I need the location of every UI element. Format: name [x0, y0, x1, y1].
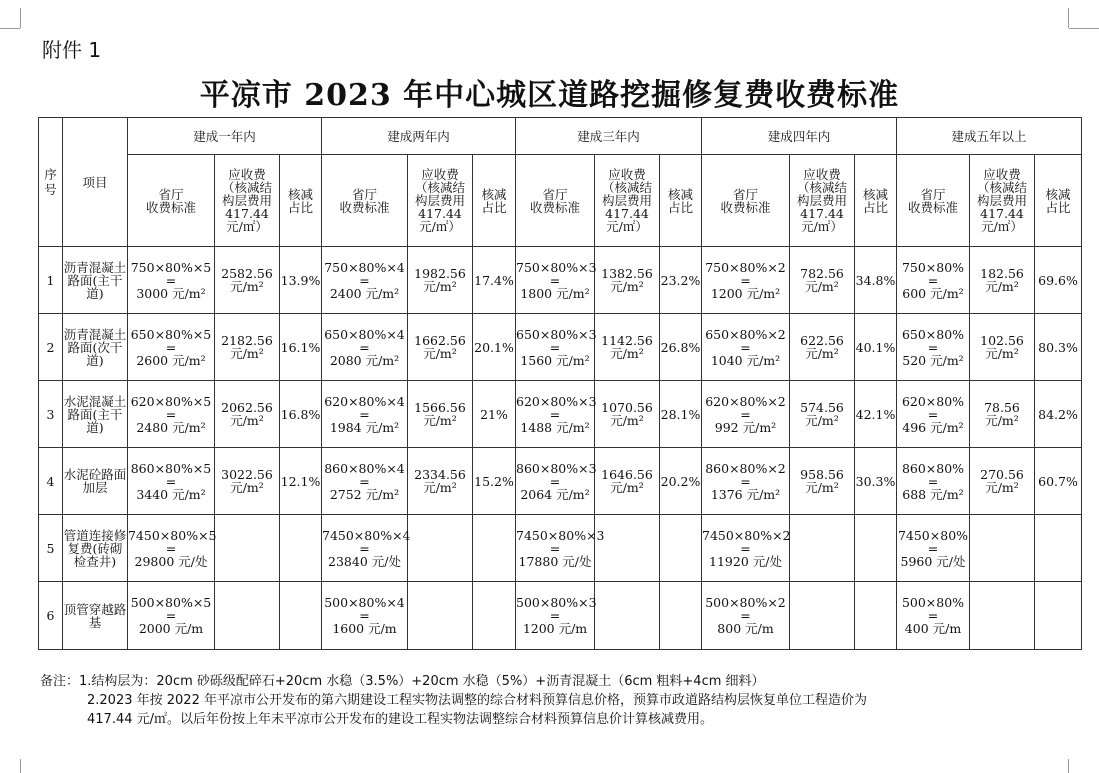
header-period: 建成两年内 [322, 118, 516, 155]
row-item: 水泥混凝土路面(主干道) [63, 381, 128, 448]
header-ratio: 核减 占比 [1035, 155, 1082, 247]
cell-reduction-ratio [660, 515, 702, 582]
cell-reduction-ratio: 26.8% [660, 314, 702, 381]
cell-reduction-ratio: 13.9% [280, 247, 322, 314]
cell-reduction-ratio [1035, 515, 1082, 582]
cell-reduction-ratio: 69.6% [1035, 247, 1082, 314]
row-item: 水泥砼路面加层 [63, 448, 128, 515]
cell-reduction-ratio [280, 515, 322, 582]
cell-standard-fee: 620×80%×5 = 2480 元/m² [128, 381, 215, 448]
cell-standard-fee: 7450×80% = 5960 元/处 [897, 515, 970, 582]
header-item: 项目 [63, 118, 128, 247]
cell-standard-fee: 620×80%×3 = 1488 元/m² [516, 381, 595, 448]
cell-reduction-ratio: 23.2% [660, 247, 702, 314]
header-seq: 序号 [39, 118, 63, 247]
cell-reduction-ratio: 40.1% [855, 314, 897, 381]
cell-reduction-ratio [855, 515, 897, 582]
row-number: 2 [39, 314, 63, 381]
cell-reduction-ratio: 60.7% [1035, 448, 1082, 515]
cell-due-fee: 102.56 元/m² [970, 314, 1035, 381]
cell-reduction-ratio: 15.2% [473, 448, 516, 515]
cell-due-fee [408, 582, 473, 650]
cell-reduction-ratio [473, 515, 516, 582]
cell-reduction-ratio: 16.1% [280, 314, 322, 381]
cell-reduction-ratio: 21% [473, 381, 516, 448]
cell-due-fee: 958.56 元/m² [790, 448, 855, 515]
table-row [39, 381, 1082, 448]
table-row [39, 247, 1082, 314]
table-row [39, 314, 1082, 381]
crop-mark [1068, 8, 1069, 28]
cell-due-fee [790, 515, 855, 582]
header-std: 省厅 收费标准 [897, 155, 970, 247]
cell-standard-fee: 750×80%×5 = 3000 元/m² [128, 247, 215, 314]
table-row [39, 515, 1082, 582]
cell-standard-fee: 860×80%×3 = 2064 元/m² [516, 448, 595, 515]
crop-mark [1069, 28, 1099, 29]
header-due: 应收费 （核减结 构层费用 417.44 元/㎡） [408, 155, 473, 247]
cell-due-fee: 2182.56 元/m² [215, 314, 280, 381]
notes [40, 672, 1097, 729]
attachment-label: 附件 1 [42, 38, 102, 62]
cell-due-fee [970, 515, 1035, 582]
cell-due-fee: 574.56 元/m² [790, 381, 855, 448]
cell-standard-fee: 7450×80%×5 = 29800 元/处 [128, 515, 215, 582]
cell-due-fee: 1566.56 元/m² [408, 381, 473, 448]
header-due: 应收费 （核减结 构层费用 417.44 元/㎡） [215, 155, 280, 247]
cell-reduction-ratio: 28.1% [660, 381, 702, 448]
fee-table [38, 117, 1082, 650]
cell-due-fee [215, 515, 280, 582]
cell-reduction-ratio: 34.8% [855, 247, 897, 314]
cell-standard-fee: 860×80%×4 = 2752 元/m² [322, 448, 408, 515]
note-2: 2.2023 年按 2022 年平凉市公开发布的第六期建设工程实物法调整的综合材料预算信息价格，预算市政道路结构层恢复单位工程造价为 [87, 693, 867, 708]
page-title: 平凉市 2023 年中心城区道路挖掘修复费收费标准 [199, 78, 900, 113]
row-number: 1 [39, 247, 63, 314]
table-row [39, 448, 1082, 515]
cell-reduction-ratio: 20.2% [660, 448, 702, 515]
header-period: 建成一年内 [128, 118, 322, 155]
cell-due-fee [215, 582, 280, 650]
cell-standard-fee: 650×80% = 520 元/m² [897, 314, 970, 381]
cell-standard-fee: 650×80%×4 = 2080 元/m² [322, 314, 408, 381]
cell-standard-fee: 7450×80%×2 = 11920 元/处 [702, 515, 790, 582]
cell-due-fee: 1142.56 元/m² [595, 314, 660, 381]
cell-standard-fee: 500×80% = 400 元/m [897, 582, 970, 650]
header-std: 省厅 收费标准 [322, 155, 408, 247]
cell-standard-fee: 750×80%×3 = 1800 元/m² [516, 247, 595, 314]
cell-standard-fee: 500×80%×3 = 1200 元/m [516, 582, 595, 650]
note-2-cont: 417.44 元/㎡。以后年份按上年末平凉市公开发布的建设工程实物法调整综合材料预算信息价计算核减费用。 [87, 712, 714, 727]
cell-reduction-ratio: 17.4% [473, 247, 516, 314]
cell-reduction-ratio [473, 582, 516, 650]
cell-due-fee: 182.56 元/m² [970, 247, 1035, 314]
header-period: 建成四年内 [702, 118, 897, 155]
cell-standard-fee: 860×80%×2 = 1376 元/m² [702, 448, 790, 515]
cell-due-fee: 1982.56 元/m² [408, 247, 473, 314]
cell-reduction-ratio: 30.3% [855, 448, 897, 515]
header-std: 省厅 收费标准 [128, 155, 215, 247]
cell-standard-fee: 650×80%×3 = 1560 元/m² [516, 314, 595, 381]
cell-due-fee: 2062.56 元/m² [215, 381, 280, 448]
cell-reduction-ratio: 12.1% [280, 448, 322, 515]
cell-due-fee: 782.56 元/m² [790, 247, 855, 314]
cell-due-fee [970, 582, 1035, 650]
cell-reduction-ratio [660, 582, 702, 650]
cell-due-fee: 3022.56 元/m² [215, 448, 280, 515]
cell-reduction-ratio: 80.3% [1035, 314, 1082, 381]
row-item: 顶管穿越路基 [63, 582, 128, 650]
header-ratio: 核减 占比 [660, 155, 702, 247]
cell-reduction-ratio: 84.2% [1035, 381, 1082, 448]
cell-reduction-ratio [855, 582, 897, 650]
cell-standard-fee: 750×80%×4 = 2400 元/m² [322, 247, 408, 314]
row-item: 管道连接修复费(砖砌检查井) [63, 515, 128, 582]
cell-standard-fee: 620×80%×4 = 1984 元/m² [322, 381, 408, 448]
header-due: 应收费 （核减结 构层费用 417.44 元/㎡） [970, 155, 1035, 247]
header-std: 省厅 收费标准 [516, 155, 595, 247]
cell-standard-fee: 750×80%×2 = 1200 元/m² [702, 247, 790, 314]
row-number: 3 [39, 381, 63, 448]
header-std: 省厅 收费标准 [702, 155, 790, 247]
cell-due-fee: 1646.56 元/m² [595, 448, 660, 515]
cell-due-fee: 2334.56 元/m² [408, 448, 473, 515]
table-row [39, 582, 1082, 650]
cell-due-fee [595, 582, 660, 650]
cell-standard-fee: 860×80% = 688 元/m² [897, 448, 970, 515]
cell-standard-fee: 7450×80%×3 = 17880 元/处 [516, 515, 595, 582]
cell-standard-fee: 500×80%×2 = 800 元/m [702, 582, 790, 650]
cell-standard-fee: 750×80% = 600 元/m² [897, 247, 970, 314]
cell-due-fee: 2582.56 元/m² [215, 247, 280, 314]
cell-standard-fee: 860×80%×5 = 3440 元/m² [128, 448, 215, 515]
crop-mark [20, 8, 21, 28]
row-item: 沥青混凝土路面(次干道) [63, 314, 128, 381]
cell-due-fee: 1662.56 元/m² [408, 314, 473, 381]
cell-standard-fee: 500×80%×4 = 1600 元/m [322, 582, 408, 650]
row-item: 沥青混凝土路面(主干道) [63, 247, 128, 314]
cell-reduction-ratio [280, 582, 322, 650]
crop-mark [20, 759, 21, 773]
row-number: 4 [39, 448, 63, 515]
cell-reduction-ratio [1035, 582, 1082, 650]
cell-due-fee [595, 515, 660, 582]
header-period: 建成三年内 [516, 118, 702, 155]
cell-standard-fee: 620×80% = 496 元/m² [897, 381, 970, 448]
header-due: 应收费 （核减结 构层费用 417.44 元/㎡） [790, 155, 855, 247]
header-period: 建成五年以上 [897, 118, 1082, 155]
cell-due-fee: 622.56 元/m² [790, 314, 855, 381]
cell-standard-fee: 650×80%×5 = 2600 元/m² [128, 314, 215, 381]
cell-reduction-ratio: 16.8% [280, 381, 322, 448]
header-ratio: 核减 占比 [855, 155, 897, 247]
cell-reduction-ratio: 42.1% [855, 381, 897, 448]
cell-due-fee: 270.56 元/m² [970, 448, 1035, 515]
header-ratio: 核减 占比 [280, 155, 322, 247]
cell-due-fee [408, 515, 473, 582]
cell-standard-fee: 650×80%×2 = 1040 元/m² [702, 314, 790, 381]
crop-mark [1068, 759, 1069, 773]
cell-due-fee: 1382.56 元/m² [595, 247, 660, 314]
note-1: 备注：1.结构层为：20cm 砂砾级配碎石+20cm 水稳（3.5%）+20cm 水稳（5%）+沥青混凝土（6cm 粗料+4cm 细料） [40, 674, 765, 689]
cell-standard-fee: 7450×80%×4 = 23840 元/处 [322, 515, 408, 582]
cell-due-fee: 1070.56 元/m² [595, 381, 660, 448]
header-due: 应收费 （核减结 构层费用 417.44 元/㎡） [595, 155, 660, 247]
crop-mark [0, 28, 20, 29]
cell-due-fee [790, 582, 855, 650]
cell-standard-fee: 500×80%×5 = 2000 元/m [128, 582, 215, 650]
cell-due-fee: 78.56 元/m² [970, 381, 1035, 448]
header-ratio: 核减 占比 [473, 155, 516, 247]
row-number: 6 [39, 582, 63, 650]
cell-standard-fee: 620×80%×2 = 992 元/m² [702, 381, 790, 448]
row-number: 5 [39, 515, 63, 582]
cell-reduction-ratio: 20.1% [473, 314, 516, 381]
